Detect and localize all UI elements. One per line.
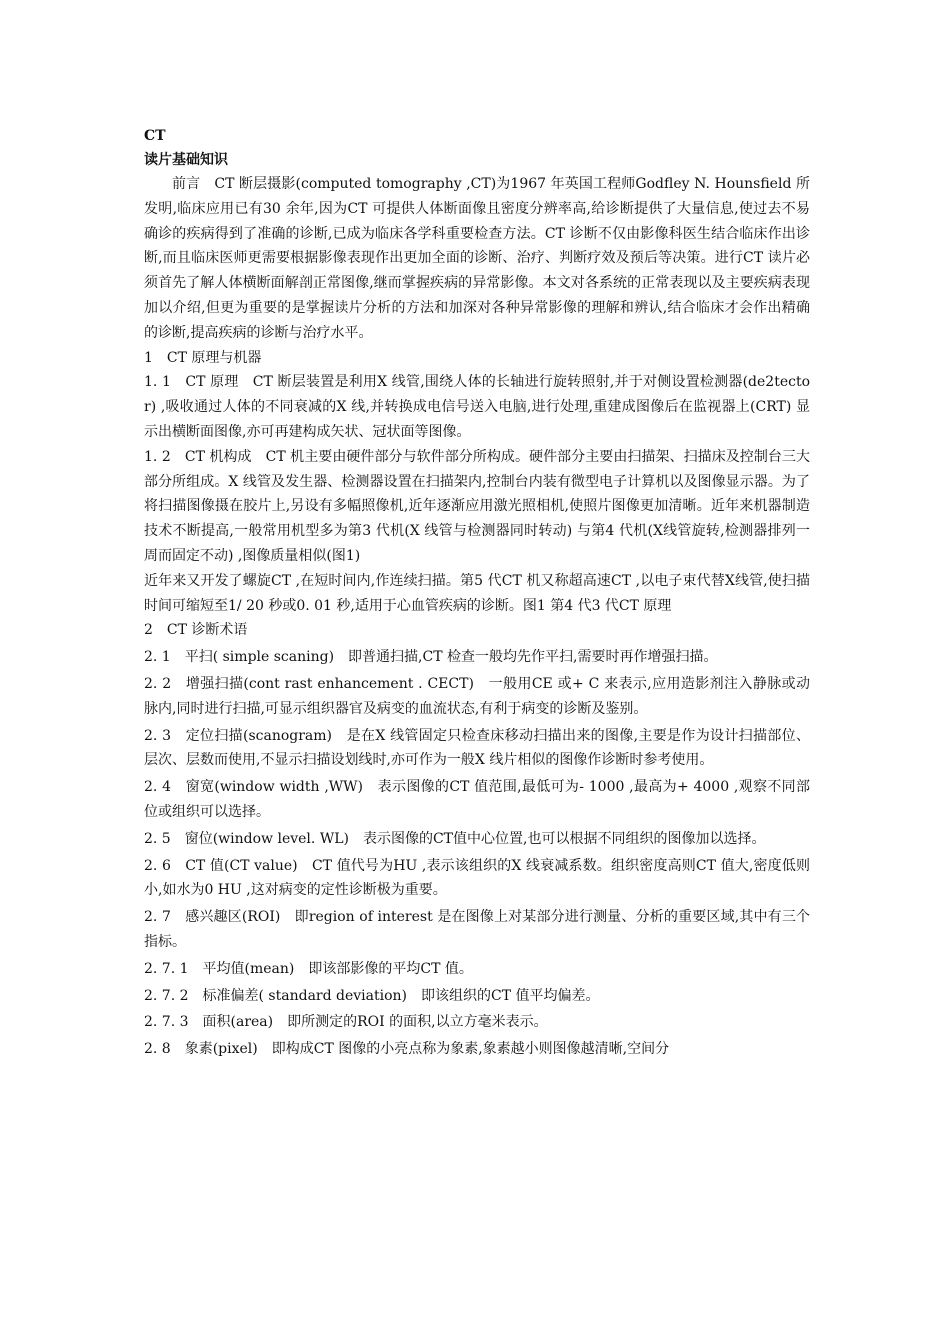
paragraph-2-5: 2. 5 窗位(window level. WL) 表示图像的CT值中心位置,也可以根据不同组织的图像加以选择。 [144,830,766,847]
paragraph-2-1: 2. 1 平扫( simple scaning) 即普通扫描,CT 检查一般均先作平扫,需要时再作增强扫描。 [144,649,718,666]
paragraph-1-2: 1. 2 CT 机构成 CT 机主要由硬件部分与软件部分所构成。硬件部分主要由扫描架、扫描床及控制台三大部分所组成。X 线管及发生器、检测器设置在扫描架内,控制台内装有微型电子计算机以及图像显示器。为了将扫描图像摄在胶片上,另设有多幅照像机,近年逐渐应用激光照相机,使照片图像更加清晰。近年来机器制造技术不断提高,一般常用机型多为第3 代机(X 线管与检测器同时转动) 与第4 代机(X线管旋转,检测器排列一周而固定不动) ,图像质量相似(图1) [144,448,810,564]
paragraph-2-6: 2. 6 CT 值(CT value) CT 值代号为HU ,表示该组织的X 线衰减系数。组织密度高则CT 值大,密度低则小,如水为0 HU ,这对病变的定性诊断极为重要。 [144,857,810,899]
paragraph-2-7-1: 2. 7. 1 平均值(mean) 即该部影像的平均CT 值。 [144,960,473,977]
paragraph-2-8: 2. 8 象素(pixel) 即构成CT 图像的小亮点称为象素,象素越小则图像越清晰,空间分 [144,1041,670,1058]
paragraph-2-7-3: 2. 7. 3 面积(area) 即所测定的ROI 的面积,以立方毫米表示。 [144,1014,548,1031]
paragraph-1-1: 1. 1 CT 原理 CT 断层装置是利用X 线管,围绕人体的长轴进行旋转照射,并于对侧设置检测器(de2tector) ,吸收通过人体的不同衰减的X 线,并转换成电信号送入电脑,进行处理,重建成图像后在监视器上(CRT) 显示出横断面图像,亦可再建构成矢状、冠状面等图像。 [144,374,810,440]
document-title: 读片基础知识 [144,152,228,168]
paragraph-2-7-2: 2. 7. 2 标准偏差( standard deviation) 即该组织的CT 值平均偏差。 [144,987,600,1004]
paragraph-2-2: 2. 2 增强扫描(cont rast enhancement . CECT) 一般用CE 或+ C 来表示,应用造影剂注入静脉或动脉内,同时进行扫描,可显示组织器官及病变的血流状态,有利于病变的诊断及鉴别。 [144,675,810,717]
paragraph-2-4: 2. 4 窗宽(window width ,WW) 表示图像的CT 值范围,最低可为- 1000 ,最高为+ 4000 ,观察不同部位或组织可以选择。 [144,779,810,820]
document-page [144,124,810,1062]
section-heading-2: 2 CT 诊断术语 [144,622,248,639]
section-heading-1: 1 CT 原理与机器 [144,349,262,366]
intro-paragraph: 前言 CT 断层摄影(computed tomography ,CT)为1967 年英国工程师Godfley N. Hounsfield 所发明,临床应用已有30 余年,因为CT 可提供人体断面像且密度分辨率高,给诊断提供了大量信息,使过去不易确诊的疾病得到了准确的诊断,已成为临床各学科重要检查方法。CT 诊断不仅由影像科医生结合临床作出诊断,而且临床医师更需要根据影像表现作出更加全面的诊断、治疗、判断疗效及预后等决策。进行CT 读片必须首先了解人体横断面解剖正常图像,继而掌握疾病的异常影像。本文对各系统的正常表现以及主要疾病表现加以介绍,但更为重要的是掌握读片分析的方法和加深对各种异常影像的理解和辨认,结合临床才会作出精确的诊断,提高疾病的诊断与治疗水平。 [144,176,810,341]
paragraph-spiral-ct: 近年来又开发了螺旋CT ,在短时间内,作连续扫描。第5 代CT 机又称超高速CT ,以电子束代替X线管,使扫描时间可缩短至1/ 20 秒或0. 01 秒,适用于心血管疾病的诊断。图1 第4 代3 代CT 原理 [144,572,810,614]
document-title-abbrev: CT [144,128,166,144]
paragraph-2-3: 2. 3 定位扫描(scanogram) 是在X 线管固定只检查床移动扫描出来的图像,主要是作为设计扫描部位、层次、层数而使用,不显示扫描设划线时,亦可作为一般X 线片相似的图像作诊断时参考使用。 [144,727,810,769]
paragraph-2-7: 2. 7 感兴趣区(ROI) 即region of interest 是在图像上对某部分进行测量、分析的重要区域,其中有三个指标。 [144,909,810,950]
